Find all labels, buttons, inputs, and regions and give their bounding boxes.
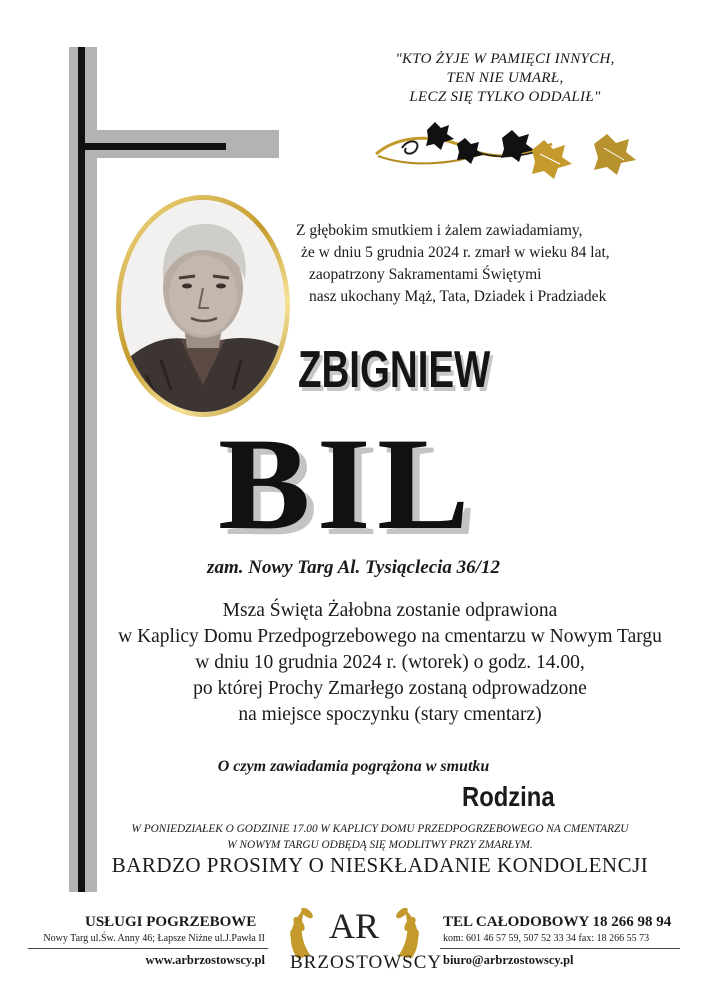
deceased-address: zam. Nowy Targ Al. Tysiąclecia 36/12 bbox=[207, 557, 500, 578]
funeral-services-title: USŁUGI POGRZEBOWE bbox=[85, 914, 257, 930]
footer-divider-right bbox=[440, 948, 680, 949]
mass-line: w Kaplicy Domu Przedpogrzebowego na cmentarzu w Nowym Targu bbox=[118, 626, 662, 647]
intro-line: Z głębokim smutkiem i żalem zawiadamiamy, bbox=[296, 222, 583, 239]
cross-horizontal bbox=[78, 143, 226, 150]
portrait-frame bbox=[116, 195, 290, 417]
intro-line: zaopatrzony Sakramentami Świętymi bbox=[309, 266, 542, 283]
memorial-quote bbox=[360, 50, 650, 107]
mass-line: na miejsce spoczynku (stary cmentarz) bbox=[238, 704, 542, 725]
website-link[interactable]: www.arbrzostowscy.pl bbox=[145, 953, 265, 967]
quote-line: TEN NIE UMARŁ, bbox=[446, 70, 564, 86]
svg-text:AR: AR bbox=[328, 906, 380, 946]
logo-name: BRZOSTOWSCY bbox=[290, 952, 443, 973]
funeral-home-address: Nowy Targ ul.Św. Anny 46; Łapsze Niżne ul.J.Pawła II bbox=[43, 933, 265, 944]
vine-ornament-icon bbox=[372, 118, 652, 190]
mourning-text: O czym zawiadamia pogrążona w smutku bbox=[217, 758, 490, 775]
deceased-first-name: ZBIGNIEW bbox=[298, 341, 491, 399]
mass-line: po której Prochy Zmarłego zostaną odprowadzone bbox=[193, 678, 587, 699]
funeral-mass-info bbox=[100, 598, 680, 728]
mass-line: Msza Święta Żałobna zostanie odprawiona bbox=[222, 600, 558, 621]
email-link[interactable]: biuro@arbrzostowscy.pl bbox=[443, 953, 574, 967]
phone-24h: TEL CAŁODOBOWY 18 266 98 94 bbox=[443, 914, 672, 930]
footer-divider-left bbox=[28, 948, 268, 949]
intro-line: że w dniu 5 grudnia 2024 r. zmarł w wieku 84 lat, bbox=[301, 244, 610, 261]
phone-numbers: kom: 601 46 57 59, 507 52 33 34 fax: 18 266 55 73 bbox=[443, 933, 650, 944]
family-signature: Rodzina bbox=[462, 781, 555, 812]
condolence-request: BARDZO PROSIMY O NIESKŁADANIE KONDOLENCJI bbox=[111, 853, 649, 877]
quote-line: "KTO ŻYJE W PAMIĘCI INNYCH, bbox=[395, 51, 615, 67]
announcement-intro bbox=[296, 220, 626, 308]
prayer-notice bbox=[80, 821, 680, 853]
notice-line: W PONIEDZIAŁEK O GODZINIE 17.00 W KAPLICY DOMU PRZEDPOGRZEBOWEGO NA CMENTARZU bbox=[131, 823, 629, 835]
quote-line: LECZ SIĘ TYLKO ODDALIŁ" bbox=[409, 89, 601, 105]
notice-line: W NOWYM TARGU ODBĘDĄ SIĘ MODLITWY PRZY ZMARŁYM. bbox=[227, 839, 533, 851]
deceased-last-name: BIL bbox=[218, 410, 476, 557]
mass-line: w dniu 10 grudnia 2024 r. (wtorek) o godz. 14.00, bbox=[195, 652, 585, 673]
portrait-photo bbox=[121, 200, 285, 412]
intro-line: nasz ukochany Mąż, Tata, Dziadek i Pradziadek bbox=[309, 288, 607, 305]
